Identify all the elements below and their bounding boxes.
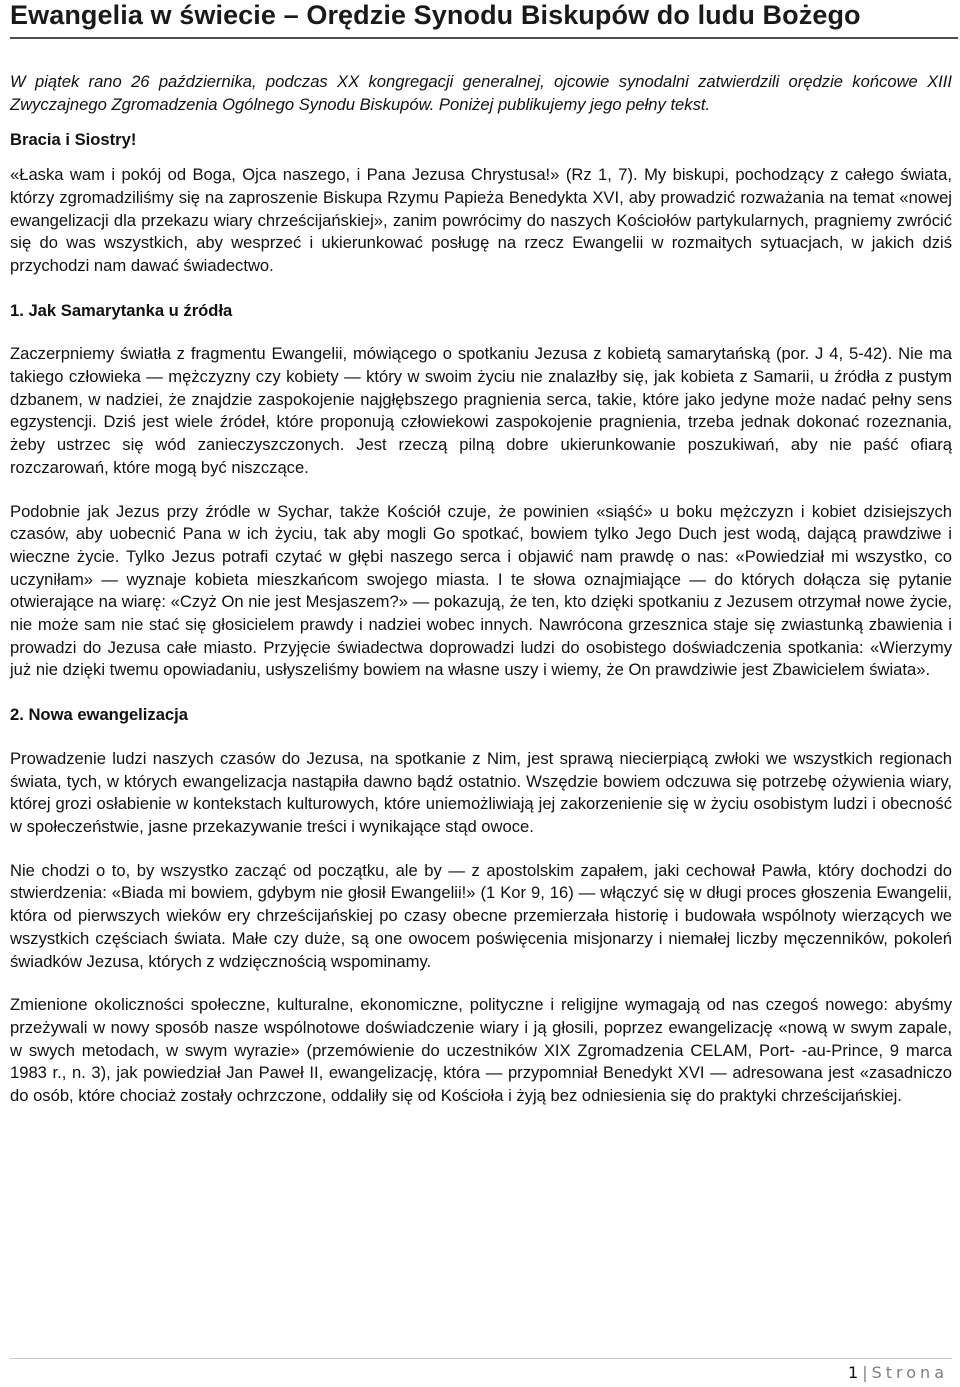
footer-divider [10,1358,952,1359]
intro-paragraph: W piątek rano 26 października, podczas XX kongregacji generalnej, ojcowie synodalni zatwierdzili orędzie końcowe XIII Zwyczajnego Zgromadzenia Ogólnego Synodu Biskupów. Poniżej publikujemy jego pełny tekst. [10,72,952,114]
page-footer [848,1363,948,1383]
page-word: Strona [871,1363,948,1382]
section-heading-2: 2. Nowa ewangelizacja [10,705,188,725]
section-1-paragraph-2: Podobnie jak Jezus przy źródle w Sychar, także Kościół czuje, że powinien «siąść» u boku mężczyzn i kobiet dzisiejszych czasów, aby uobecnić Pana w ich życiu, tak aby mogli Go spotkać, bowiem tylko Jego Duch jest wodą, dającą prawdziwe i wieczne życie. Tylko Jezus potrafi czytać w głębi naszego serca i objawić nam prawdę o nas: «Powiedział mi wszystko, co uczyniłam» — wyznaje kobieta mieszkańcom swojego miasta. I te słowa oznajmiające — do których dołącza się pytanie otwierające na wiarę: «Czyż On nie jest Mesjaszem?» — pokazują, że ten, kto dzięki spotkaniu z Jezusem otrzymał nowe życie, nie może sam nie stać się głosicielem prawdy i nadziei wobec innych. Nawrócona grzesznica staje się zwiastunką zbawienia i prowadzi do Jezusa całe miasto. Przyjęcie świadectwa doprowadzi ludzi do osobistego doświadczenia spotkania: «Wierzymy już nie dzięki twemu opowiadaniu, usłyszeliśmy bowiem na własne uszy i wiemy, że On prawdziwie jest Zbawicielem świata». [10,501,952,680]
page-number: 1 [848,1363,859,1382]
footer-separator: | [862,1363,868,1382]
section-1-paragraph-1: Zaczerpniemy światła z fragmentu Ewangelii, mówiącego o spotkaniu Jezusa z kobietą samarytańską (por. J 4, 5-42). Nie ma takiego człowieka — mężczyzny czy kobiety — który w swoim życiu nie znalazłby się, jak kobieta z Samarii, u źródła z pustym dzbanem, w nadziei, że znajdzie zaspokojenie najgłębszego pragnienia serca, takie, które jako jedyne może nadać pełny sens egzystencji. Dziś jest wiele źródeł, które proponują człowiekowi zaspokojenie pragnienia, trzeba jednak dokonać rozeznania, żeby ustrzec się wód zanieczyszczonych. Jest rzeczą pilną dobre ukierunkowanie poszukiwań, aby nie paść ofiarą rozczarowań, które mogą być niszczące. [10,344,952,477]
title-divider [10,37,958,39]
greeting: Bracia i Siostry! [10,130,137,150]
section-2-paragraph-3: Zmienione okoliczności społeczne, kulturalne, ekonomiczne, polityczne i religijne wymagają od nas czegoś nowego: abyśmy przeżywali w nowy sposób nasze wspólnotowe doświadczenie wiary i ją głosili, poprzez ewangelizację «nową w swym zapale, w swych metodach, w swym wyrazie» (przemówienie do uczestników XIX Zgromadzenia CELAM, Port- -au-Prince, 9 marca 1983 r., n. 3), jak powiedział Jan Paweł II, ewangelizację, która — przypomniał Benedykt XVI — adresowana jest «zasadniczo do osób, które chociaż zostały ochrzczone, oddaliły się od Kościoła i żyją bez odniesienia się do praktyki chrześcijańskiej. [10,995,952,1106]
section-heading-1: 1. Jak Samarytanka u źródła [10,300,233,320]
document-page [10,0,952,1108]
section-2-paragraph-1: Prowadzenie ludzi naszych czasów do Jezusa, na spotkanie z Nim, jest sprawą niecierpiącą zwłoki we wszystkich regionach świata, tych, w których ewangelizacja nastąpiła dawno bądź ostatnio. Wszędzie bowiem odczuwa się potrzebę ożywienia wiary, której grozi osłabienie w kontekstach kulturowych, które uniemożliwiają jej zakorzenienie się w życiu osobistym ludzi i obecność w społeczeństwie, jasne przekazywanie treści i wynikające stąd owoce. [10,748,952,836]
document-title: Ewangelia w świecie – Orędzie Synodu Biskupów do ludu Bożego [10,0,861,30]
opening-paragraph: «Łaska wam i pokój od Boga, Ojca naszego, i Pana Jezusa Chrystusa!» (Rz 1, 7). My biskupi, pochodzący z całego świata, którzy zgromadziliśmy się na zaproszenie Biskupa Rzymu Papieża Benedykta XVI, aby prowadzić rozważania na temat «nowej ewangelizacji dla przekazu wiary chrześcijańskiej», zanim powrócimy do naszych Kościołów partykularnych, pragniemy zwrócić się do was wszystkich, aby wesprzeć i ukierunkować posługę na rzecz Ewangelii w rozmaitych sytuacjach, w jakich dziś przychodzi nam dawać świadectwo. [10,165,952,275]
section-2-paragraph-2: Nie chodzi o to, by wszystko zacząć od początku, ale by — z apostolskim zapałem, jaki cechował Pawła, który dochodzi do stwierdzenia: «Biada mi bowiem, gdybym nie głosił Ewangelii!» (1 Kor 9, 16) — włączyć się w długi proces głoszenia Ewangelii, która od pierwszych wieków ery chrześcijańskiej po czasy obecne przemierzała historię i budowała wspólnoty wierzących we wszystkich częściach świata. Małe czy duże, są one owocem poświęcenia misjonarzy i niemałej liczby męczenników, pokoleń świadków Jezusa, których z wdzięcznością wspominamy. [10,860,952,971]
